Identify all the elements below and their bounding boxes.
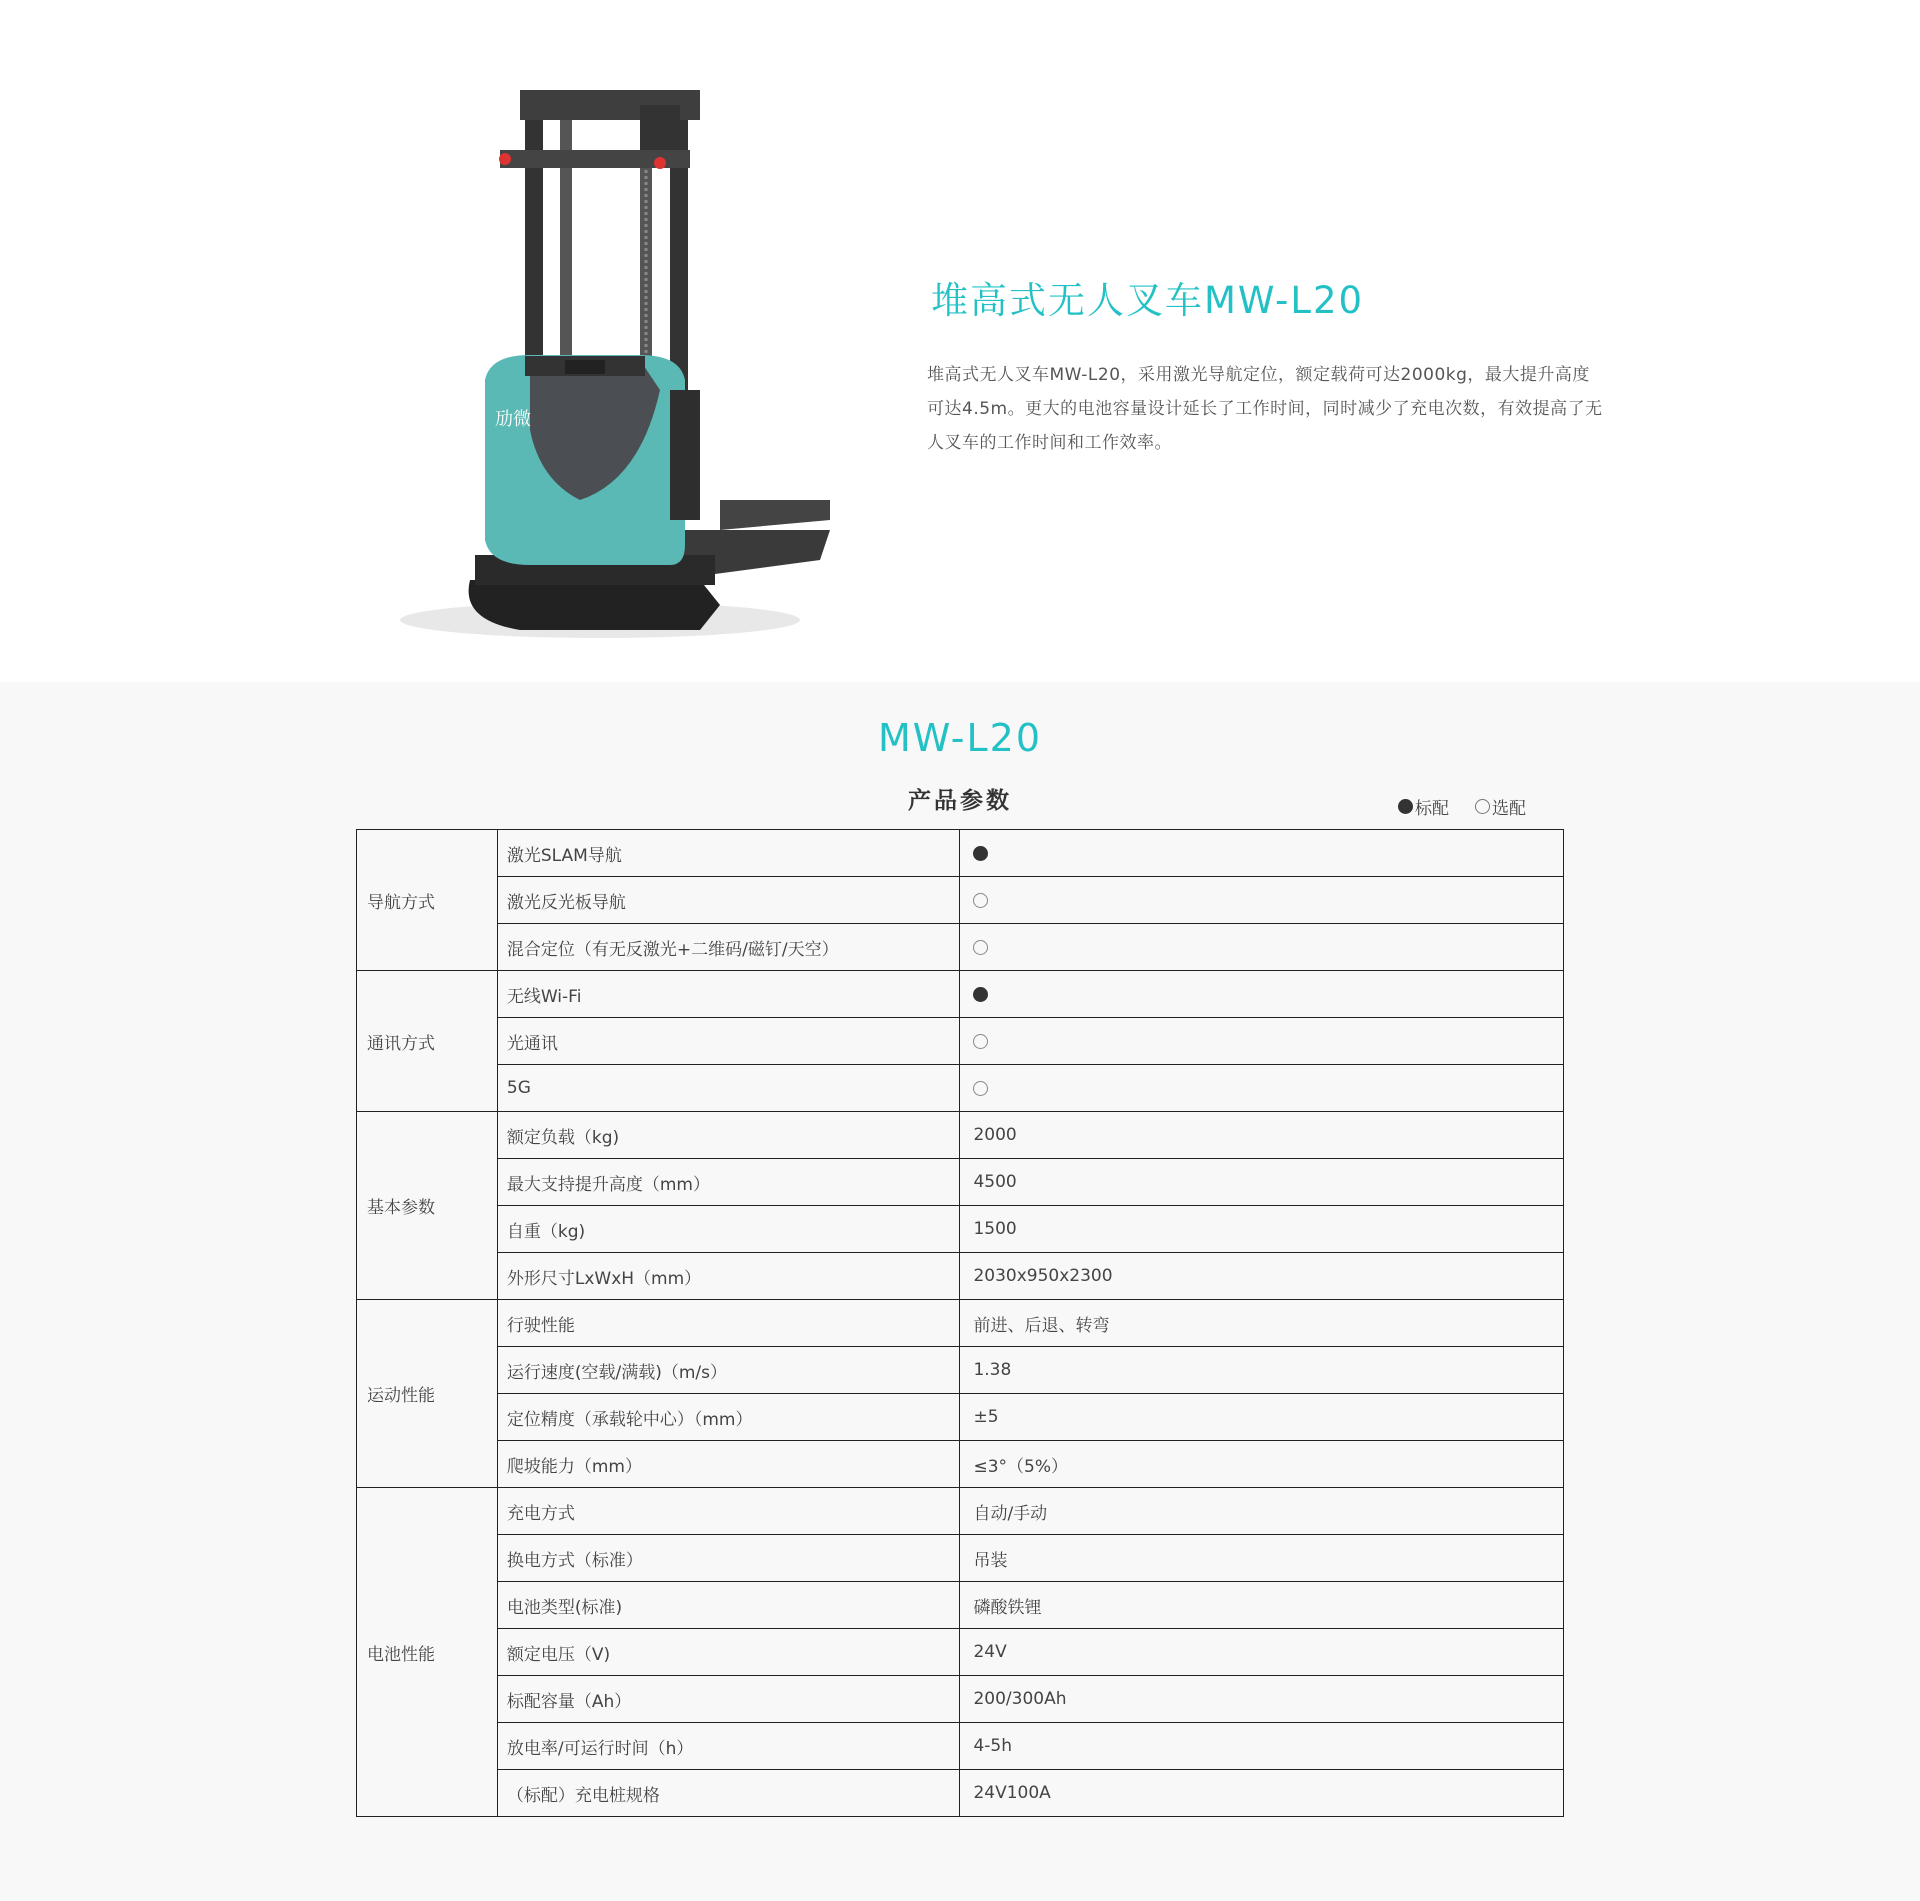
param-cell: 无线Wi-Fi (497, 971, 960, 1018)
empty-circle-icon (973, 1081, 988, 1096)
category-cell: 通讯方式 (357, 971, 498, 1112)
table-row (357, 1394, 1564, 1441)
param-cell: 额定负载（kg) (497, 1112, 960, 1159)
hero-text (927, 270, 1607, 460)
value-cell: ±5 (960, 1394, 1564, 1441)
param-cell: 最大支持提升高度（mm） (497, 1159, 960, 1206)
param-cell: 行驶性能 (497, 1300, 960, 1347)
value-cell: 1.38 (960, 1347, 1564, 1394)
param-cell: 运行速度(空载/满载)（m/s） (497, 1347, 960, 1394)
product-title: 堆高式无人叉车MW-L20 (931, 279, 1365, 322)
param-cell: 激光SLAM导航 (497, 830, 960, 877)
table-row (357, 924, 1564, 971)
value-cell: 2000 (960, 1112, 1564, 1159)
table-row (357, 1723, 1564, 1770)
table-row (357, 1582, 1564, 1629)
table-row (357, 1347, 1564, 1394)
legend-standard-label: 标配 (1415, 799, 1449, 819)
empty-circle-icon (1475, 799, 1490, 814)
specs-table-wrap (356, 829, 1564, 1817)
legend-optional (1475, 794, 1526, 819)
value-cell (960, 830, 1564, 877)
value-cell (960, 924, 1564, 971)
specs-table (356, 829, 1564, 1817)
param-cell: 激光反光板导航 (497, 877, 960, 924)
param-cell: 爬坡能力（mm） (497, 1441, 960, 1488)
value-cell: 2030x950x2300 (960, 1253, 1564, 1300)
table-row (357, 830, 1564, 877)
value-cell (960, 1065, 1564, 1112)
value-cell: 4-5h (960, 1723, 1564, 1770)
brand-logo: 劢微 (495, 409, 531, 430)
specs-subtitle: 产品参数 (908, 788, 1012, 814)
value-cell: 24V (960, 1629, 1564, 1676)
model-title: MW-L20 (877, 716, 1043, 760)
param-cell: 光通讯 (497, 1018, 960, 1065)
category-cell: 运动性能 (357, 1300, 498, 1488)
value-cell (960, 877, 1564, 924)
table-row (357, 1770, 1564, 1817)
param-cell: 充电方式 (497, 1488, 960, 1535)
category-cell: 电池性能 (357, 1488, 498, 1817)
value-cell (960, 971, 1564, 1018)
table-row (357, 877, 1564, 924)
specs-section (0, 682, 1920, 1901)
param-cell: 自重（kg) (497, 1206, 960, 1253)
value-cell: ≤3°（5%） (960, 1441, 1564, 1488)
forklift-product-image (340, 60, 860, 660)
value-cell: 200/300Ah (960, 1676, 1564, 1723)
table-row (357, 1159, 1564, 1206)
value-cell: 前进、后退、转弯 (960, 1300, 1564, 1347)
empty-circle-icon (973, 893, 988, 908)
product-description: 堆高式无人叉车MW-L20，采用激光导航定位，额定载荷可达2000kg，最大提升高度可达4.5m。更大的电池容量设计延长了工作时间，同时减少了充电次数，有效提高了无人叉车的工作时间和工作效率。 (927, 365, 1603, 453)
value-cell: 磷酸铁锂 (960, 1582, 1564, 1629)
hero-section (0, 0, 1920, 682)
table-row (357, 1676, 1564, 1723)
legend (1398, 794, 1552, 819)
param-cell: （标配）充电桩规格 (497, 1770, 960, 1817)
value-cell: 自动/手动 (960, 1488, 1564, 1535)
table-row (357, 1206, 1564, 1253)
table-row (357, 1018, 1564, 1065)
table-row (357, 1300, 1564, 1347)
legend-optional-label: 选配 (1492, 799, 1526, 819)
table-row (357, 1488, 1564, 1535)
table-row (357, 971, 1564, 1018)
param-cell: 外形尺寸LxWxH（mm） (497, 1253, 960, 1300)
value-cell: 24V100A (960, 1770, 1564, 1817)
table-row (357, 1629, 1564, 1676)
param-cell: 5G (497, 1065, 960, 1112)
table-row (357, 1535, 1564, 1582)
param-cell: 放电率/可运行时间（h） (497, 1723, 960, 1770)
value-cell: 4500 (960, 1159, 1564, 1206)
filled-circle-icon (1398, 799, 1413, 814)
table-row (357, 1441, 1564, 1488)
param-cell: 标配容量（Ah） (497, 1676, 960, 1723)
value-cell: 1500 (960, 1206, 1564, 1253)
param-cell: 混合定位（有无反激光+二维码/磁钉/天空） (497, 924, 960, 971)
value-cell (960, 1018, 1564, 1065)
empty-circle-icon (973, 1034, 988, 1049)
category-cell: 基本参数 (357, 1112, 498, 1300)
legend-standard (1398, 794, 1449, 819)
param-cell: 电池类型(标准) (497, 1582, 960, 1629)
table-row (357, 1253, 1564, 1300)
category-cell: 导航方式 (357, 830, 498, 971)
filled-circle-icon (973, 846, 988, 861)
table-row (357, 1112, 1564, 1159)
param-cell: 额定电压（V) (497, 1629, 960, 1676)
empty-circle-icon (973, 940, 988, 955)
param-cell: 定位精度（承载轮中心）（mm） (497, 1394, 960, 1441)
param-cell: 换电方式（标准） (497, 1535, 960, 1582)
table-row (357, 1065, 1564, 1112)
value-cell: 吊装 (960, 1535, 1564, 1582)
filled-circle-icon (973, 987, 988, 1002)
